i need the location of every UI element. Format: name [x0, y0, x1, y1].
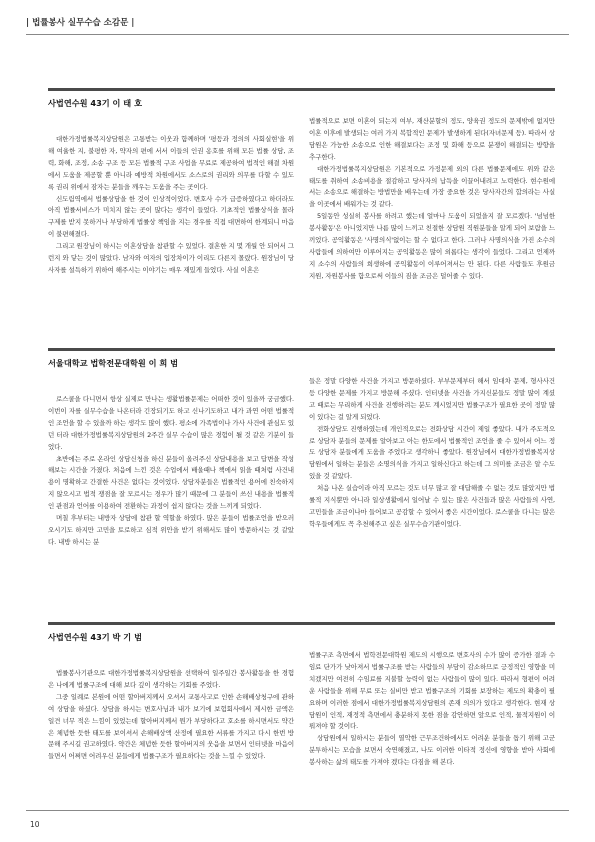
paragraph: 상담원에서 일하시는 분들이 열악한 근무조건하에서도 어려운 분들을 돕기 위해 고군분투하시는 모습을 보면서 숙연해졌고, 나도 이러한 이타적 정신에 영향을 받아 사회에 봉사하는 삶의 태도를 가져야 겠다는 다짐을 해 본다. [309, 734, 555, 767]
paragraph: 법률적으로 보면 이혼이 되는지 여부, 재산분할의 정도, 양육권 정도의 문제밖에 없지만 이혼 이후에 발생되는 여러 가지 복합적인 문제가 발생하게 된다(자녀문제 등). 따라서 상담원은 가능한 소송으로 인한 해결보다는 조정 및 화해 등으로 분쟁이 해결되는 방향을 추구한다. [309, 117, 555, 161]
essay-section-2 [48, 348, 555, 549]
left-column [48, 376, 294, 549]
essay-section-1 [48, 88, 555, 283]
paragraph: 그중 일례로 본원에 어떤 할아버지께서 오셔서 교통사고로 인한 손해배상청구에 관하여 상담을 하셨다. 상담을 하시는 변호사님과 내가 보기에 보험회사에서 제시한 금액은 일견 너무 적은 느낌이 있었는데 할아버지께서 뭔가 부당하다고 호소를 하시면서도 약간은 체념한 듯한 태도를 보이셔서 손해배상액 산정에 필요한 서류를 가지고 다시 한번 방문해 주시길 권고하였다. 약간은 체념한 듯한 할아버지의 웃음을 보면서 인터넷을 마음이 들면서 어쩌면 어려우신 분들에게 법률구조가 필요하다는 것을 느낄 수 있었다. [48, 692, 294, 761]
right-column [309, 116, 555, 283]
paragraph: 대한가정법률복지상담원은 고통받는 이웃과 함께하며 '평등과 정의의 사회실현'을 위해 여율한 지, 불평한 자, 약자의 편에 서서 이들의 인권 옹호를 위해 모든 법률 상담, 조력, 화해, 조정, 소송 구조 등 모든 법률적 구조 사업을 무료로 제공하여 법적인 해결 차원에서 도움을 제공할 뿐 아니라 예방적 차원에서도 소스로의 권리와 의무를 다할 수 있도록 권리 위에서 잠자는 분들을 깨우는 도움을 주는 곳이다. [48, 135, 294, 191]
paragraph: 5일동안 성실히 봉사를 하려고 했는데 얼마나 도움이 되었을지 잘 모르겠다. '넘넘한 봉사활동'은 아니었지만 나름 많이 느끼고 친절한 상담원 직원분들을 알게 되어 보람을 느끼었다. 공익활동은 '사명의식'없이는 할 수 없다고 한다. 그러나 사명의식을 가진 소수의 사람들에 의하여만 이루어지는 공익활동은 많이 외롭다는 생각이 들었다. 그리고 언제까지 소수의 사람들의 희생하에 공익활동이 이루어져서는 안 된다. 다른 사람들도 후원금 지원, 자원봉사를 함으로써 이들의 짐을 조금은 덜어줄 수 있다. [309, 212, 555, 280]
essay-author-title: 사법연수원 43기 이 태 호 [48, 98, 142, 108]
paragraph: 며칠 후부터는 내방자 상담에 참관 할 역할을 하였다. 많은 분들이 법률조언을 받으러 오시기도 하지만 고민을 토로하고 심적 위안을 받기 위해서도 많이 방문하시는 것 같았다. 내방 하시는 분 [48, 514, 294, 546]
paragraph: 법률구조 측면에서 법학전문대학원 제도의 시행으로 변호사의 수가 많이 증가한 결과 수임료 단가가 낮아져서 법률구조를 받는 사람들의 부담이 감소하므로 긍정적인 영향을 미치겠지만 여전히 수임료를 지불할 능력이 없는 사람들이 많이 있다. 따라서 형편이 어려운 사람들을 위해 무료 또는 실비만 받고 법률구조의 기회를 보장하는 제도의 확충이 필요하며 이러한 점에서 대한가정법률복지상담원의 존재 의의가 있다고 생각한다. 현재 상담원이 인적, 재정적 측면에서 충분하지 못한 점을 감안하면 앞으로 인적, 물적지원이 이뤄져야 할 것이다. [309, 651, 555, 731]
paragraph: 대한가정법률복지상담원은 기본적으로 가정문제 외의 다른 법률문제에도 위와 같은 태도를 취하여 소송비용을 절감하고 당사자의 납득을 이끌어내려고 노력한다. 현수원에서는 소송으로 해결하는 방법만을 배우는데 가장 중요한 것은 당사자간의 합의라는 사실을 이곳에서 배워가는 것 같다. [309, 164, 555, 209]
header-divider [26, 34, 569, 35]
right-column [309, 650, 555, 769]
paragraph: 신도림역에서 법률상담을 한 것이 인상적이었다. 변호사 수가 급증하였다고 하더라도 아직 법률서비스가 미치지 않는 곳이 많다는 생각이 들었다. 기초적인 법률상식을 몰라 구제를 받지 못하거나 부당하게 법률상 책임을 지는 경우를 직접 대면하여 한계되니 마음이 불편해졌다. [48, 194, 294, 239]
running-header: | 법률봉사 실무수습 소감문 | [26, 18, 135, 28]
left-column [48, 650, 294, 769]
paragraph: 로스쿨을 다니면서 항상 실제로 만나는 생활법률문제는 어떠한 것이 있을까 궁금했다. 이번이 자를 실무수습을 나온터라 긴장되기도 하고 신나기도하고 내가 과연 어떤 법률적인 조언을 할 수 있을까 하는 생각도 많이 했다. 평소에 가족법이나 가사 사건에 관심도 있던 터라 대한가정법률복지상담원의 2주간 실무 수습이 많은 경험이 될 것 같은 기분이 들었다. [48, 395, 294, 451]
paragraph: 처음 나온 실습이라 아직 모르는 것도 너무 많고 잘 대답해줄 수 없는 것도 많았지만 법률적 지식뿐만 아니라 일상생활에서 일어날 수 있는 많은 사건들과 많은 사람들의 사연, 고민들을 조금이나마 들어보고 공감할 수 있어서 좋은 시간이었다. 로스쿨을 다니는 많은 학우들에게도 꼭 추천해주고 싶은 실무수습기관이었다. [309, 484, 555, 528]
essay-author-title: 사법연수원 43기 박 기 범 [48, 632, 142, 642]
essay-author-title: 서울대학교 법학전문대학원 이 희 범 [48, 358, 179, 368]
paragraph: 초반에는 주로 온라인 상담신청을 하신 분들이 올려주신 상담내용을 보고 답변을 작성해보는 시간을 가졌다. 처음에 느낀 것은 수업에서 배울때나 책에서 읽을 때처럼 사건내용이 명확하고 간결한 사건은 없다는 것이었다. 상담자분들은 법률적인 용어에 친숙하지지 않으시고 법적 쟁점을 잘 모르시는 경우가 많기 때문에 그 분들이 쓰신 내용을 법률적인 관점과 언어를 이용하여 전환하는 과정이 쉽지 않다는 것을 느끼게 되었다. [48, 454, 294, 511]
right-column [309, 376, 555, 549]
essay-columns [48, 650, 555, 769]
paragraph: 법률봉사기관으로 대한가정법률복지상담원을 선택하여 일주일간 봉사활동을 한 경험은 나에게 법률구조에 대해 보다 깊이 생각하는 기회를 주었다. [48, 669, 294, 689]
page-number: 10 [30, 820, 40, 829]
essay-section-3 [48, 622, 555, 769]
left-column [48, 116, 294, 283]
paragraph: 들은 정말 다양한 사건을 가지고 방문하셨다. 부부문제부터 해서 임대차 문제, 형사사건 등 다양한 문제를 가지고 방문해 주셨다. 인터넷을 사건을 가지신분들도 정말 많이 계셨고 때로는 무리하게 사건을 진행하려는 분도 계시었지만 법률구조가 필요한 곳이 정말 많이 있다는 걸 알게 되었다. [309, 377, 555, 421]
footer-divider [26, 810, 569, 811]
essay-columns [48, 116, 555, 283]
paragraph: 전화상담도 진행하였는데 개인적으로는 전화상담 시간이 제일 좋았다. 내가 주도적으로 상담자 분들의 문제를 알아보고 아는 한도에서 법률적인 조언을 줄 수 있어서 어느 정도 상담자 분들에게 도움을 주었다고 생각하니 좋았다. 원장님에서 대한가정법률복지상담원에서 일하는 분들은 소명의식을 가지고 일하신다고 하는데 그 의미를 조금은 알 수도 있을 것 같았다. [309, 424, 555, 481]
essay-columns [48, 376, 555, 549]
paragraph: 그리고 원장님이 하시는 이혼상담을 참관할 수 있었다. 결혼한 지 몇 개월 안 되어서 그런지 와 닿는 것이 많았다. 남자와 여자의 입장차이가 이리도 다른지 몰랐다. 원장님이 당사자를 설득하기 위하여 해주시는 이야기는 매우 재밌게 들었다. 사실 이혼은 [48, 242, 294, 274]
